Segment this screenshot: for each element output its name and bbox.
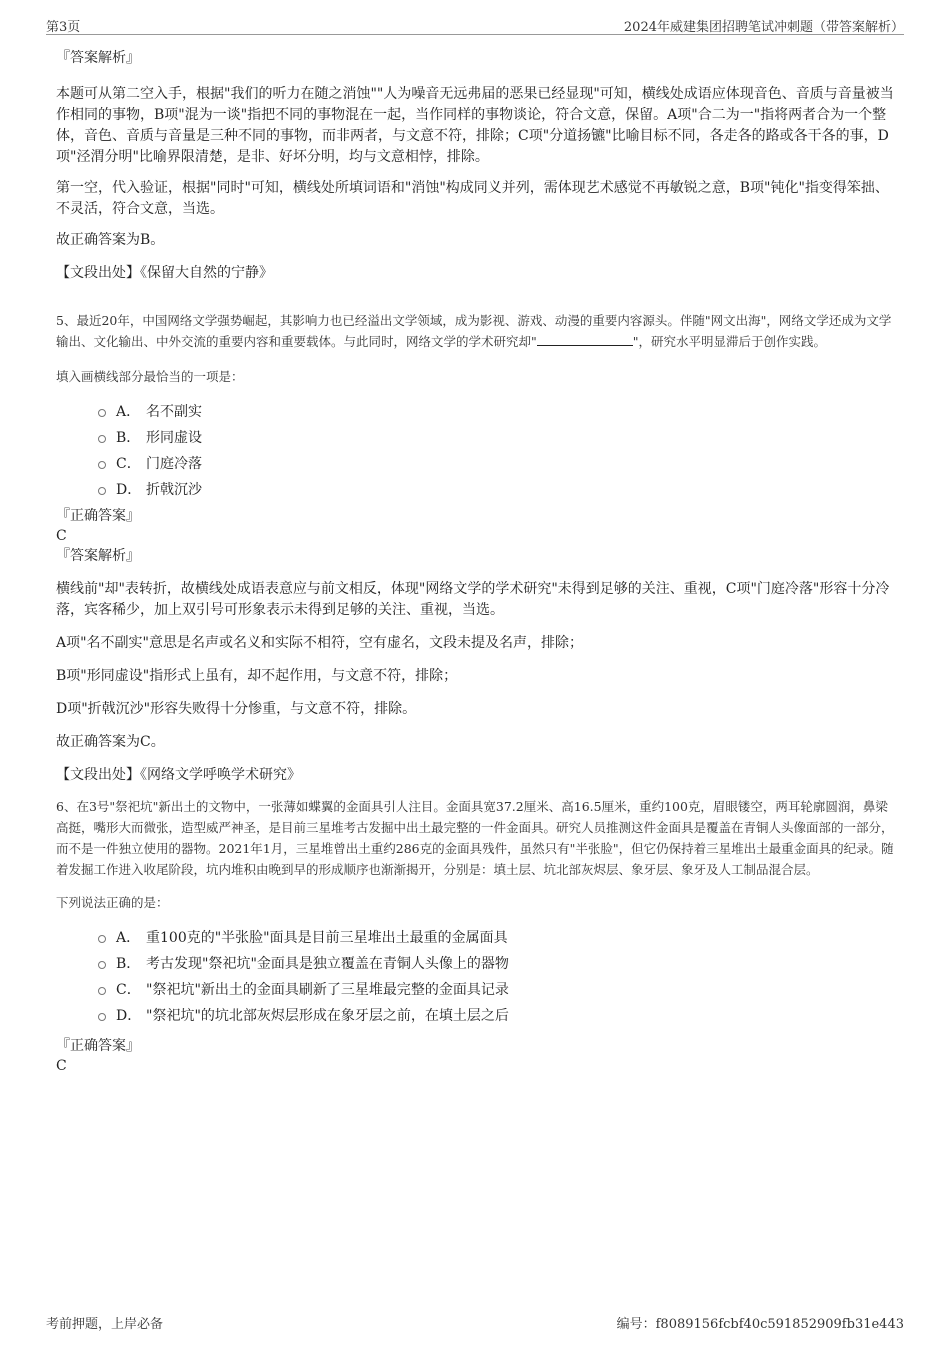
radio-icon[interactable] [98, 487, 106, 495]
q5-option-d[interactable] [56, 477, 896, 503]
radio-icon[interactable] [98, 935, 106, 943]
option-letter: C． [116, 456, 141, 472]
radio-icon[interactable] [98, 435, 106, 443]
q5-options [56, 399, 896, 503]
option-text: "祭祀坑"新出土的金面具刷新了三星堆最完整的金面具记录 [146, 982, 509, 998]
q4-conclusion: 故正确答案为B。 [56, 232, 165, 248]
radio-icon[interactable] [98, 409, 106, 417]
q5-stem [56, 310, 896, 352]
option-letter: B． [116, 956, 141, 972]
option-text: 名不副实 [146, 404, 202, 420]
q5-conclusion: 故正确答案为C。 [56, 734, 165, 750]
radio-icon[interactable] [98, 987, 106, 995]
q5-analysis-para-3: B项"形同虚设"指形式上虽有，却不起作用，与文意不符，排除； [56, 668, 458, 684]
radio-icon[interactable] [98, 461, 106, 469]
radio-icon[interactable] [98, 1013, 106, 1021]
q6-answer: C [56, 1058, 67, 1074]
q6-option-d[interactable] [56, 1003, 896, 1029]
q5-analysis-para-1: 横线前"却"表转折，故横线处成语表意应与前文相反，体现"网络文学的学术研究"未得到足够的关注、重视，C项"门庭冷落"形容十分冷落，宾客稀少，加上双引号可形象表示未得到足够的关注、重视，当选。 [56, 581, 890, 618]
radio-icon[interactable] [98, 961, 106, 969]
page-header [46, 14, 904, 35]
option-letter: A． [116, 930, 141, 946]
q6-option-a[interactable] [56, 925, 896, 951]
q5-answer-label: 『正确答案』 [56, 508, 140, 524]
option-text: 门庭冷落 [146, 456, 202, 472]
q5-stem-after: "，研究水平明显滞后于创作实践。 [632, 334, 827, 349]
q5-option-c[interactable] [56, 451, 896, 477]
q6-prompt: 下列说法正确的是： [56, 895, 169, 910]
q5-analysis-label: 『答案解析』 [56, 548, 140, 564]
q5-option-b[interactable] [56, 425, 896, 451]
q4-analysis-para-1: 本题可从第二空入手，根据"我们的听力在随之消蚀""人为噪音无远弗届的恶果已经显现"可知，横线处成语应体现音色、音质与音量被当作相同的事物，B项"混为一谈"指把不同的事物混在一起，当作同样的事物谈论，符合文意，保留。A项"合二为一"指将两者合为一个整体，音色、音质与音量是三种不同的事物，而非两者，与文意不符，排除；C项"分道扬镳"比喻目标不同，各走各的路或各干各的事，D项"泾渭分明"比喻界限清楚，是非、好坏分明，均与文意相悖，排除。 [56, 86, 894, 165]
q5-blank [537, 333, 633, 346]
q5-source: 【文段出处】《网络文学呼唤学术研究》 [56, 767, 301, 783]
q5-prompt: 填入画横线部分最恰当的一项是： [56, 369, 244, 384]
q4-analysis-label: 『答案解析』 [56, 50, 140, 66]
q6-option-b[interactable] [56, 951, 896, 977]
option-letter: A． [116, 404, 141, 420]
option-text: "祭祀坑"的坑北部灰烬层形成在象牙层之前，在填土层之后 [146, 1008, 509, 1024]
option-text: 重100克的"半张脸"面具是目前三星堆出土最重的金属面具 [146, 930, 508, 946]
q6-options [56, 925, 896, 1029]
document-title: 2024年威建集团招聘笔试冲刺题（带答案解析） [623, 20, 904, 35]
option-letter: D． [116, 1008, 142, 1024]
q6-option-c[interactable] [56, 977, 896, 1003]
q5-option-a[interactable] [56, 399, 896, 425]
page-content [56, 44, 896, 1075]
document-code: 编号：f8089156fcbf40c591852909fb31e443 [616, 1317, 904, 1332]
q6-answer-label: 『正确答案』 [56, 1038, 140, 1054]
option-letter: D． [116, 482, 142, 498]
q4-analysis-para-2: 第一空，代入验证，根据"同时"可知，横线处所填词语和"消蚀"构成同义并列，需体现艺术感觉不再敏锐之意，B项"钝化"指变得笨拙、不灵活，符合文意，当选。 [56, 180, 889, 217]
option-text: 考古发现"祭祀坑"金面具是独立覆盖在青铜人头像上的器物 [146, 956, 509, 972]
q5-answer: C [56, 528, 67, 544]
footer-slogan: 考前押题，上岸必备 [46, 1317, 164, 1332]
q5-stem-before: 5、最近20年，中国网络文学强势崛起，其影响力也已经溢出文学领域，成为影视、游戏、动漫的重要内容源头。伴随"网文出海"，网络文学还成为文学输出、文化输出、中外交流的重要内容和重要载体。与此同时，网络文学的学术研究却" [56, 313, 892, 349]
option-letter: B． [116, 430, 141, 446]
option-text: 折戟沉沙 [146, 482, 202, 498]
page-number: 第3页 [46, 20, 81, 35]
q6-stem: 6、在3号"祭祀坑"新出土的文物中，一张薄如蝶翼的金面具引人注目。金面具宽37.2厘米、高16.5厘米，重约100克，眉眼镂空，两耳轮廓圆润，鼻梁高挺，嘴形大而微张，造型威严神圣，是目前三星堆考古发掘中出土最完整的一件金面具。研究人员推测这件金面具是覆盖在青铜人头像面部的一部分，而不是一件独立使用的器物。2021年1月，三星堆曾出土重约286克的金面具残件，虽然只有"半张脸"，但它仍保持着三星堆出土最重金面具的纪录。随着发掘工作进入收尾阶段，坑内堆积由晚到早的形成顺序也渐渐揭开，分别是：填土层、坑北部灰烬层、象牙层、象牙及人工制品混合层。 [56, 799, 894, 877]
option-text: 形同虚设 [146, 430, 202, 446]
q5-analysis-para-4: D项"折戟沉沙"形容失败得十分惨重，与文意不符，排除。 [56, 701, 417, 717]
q4-source: 【文段出处】《保留大自然的宁静》 [56, 265, 273, 281]
q5-analysis-para-2: A项"名不副实"意思是名声或名义和实际不相符，空有虚名，文段未提及名声，排除； [56, 635, 583, 651]
option-letter: C． [116, 982, 141, 998]
